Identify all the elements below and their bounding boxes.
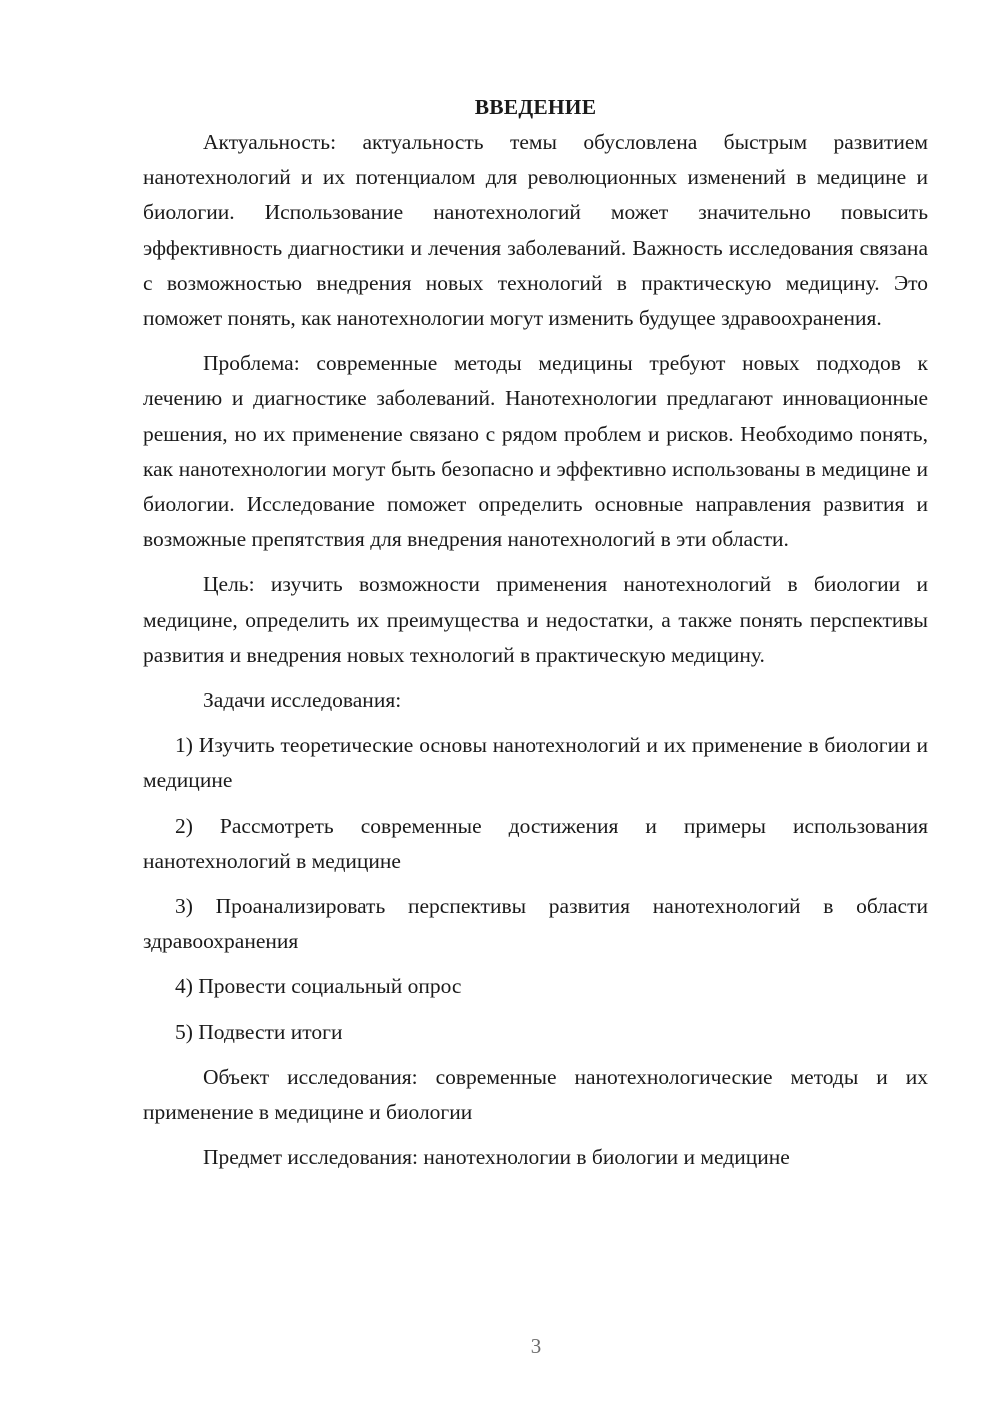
tasks-heading: Задачи исследования:: [203, 688, 402, 713]
task-item-2: 2) Рассмотреть современные достижения и примеры использования нанотехнологий в медицине: [143, 813, 928, 873]
task-item-1: 1) Изучить теоретические основы нанотехнологий и их применение в биологии и медицине: [143, 733, 928, 793]
page-title: ВВЕДЕНИЕ: [474, 95, 597, 119]
task-item-5: 5) Подвести итоги: [175, 1019, 343, 1044]
task-item-4: 4) Провести социальный опрос: [175, 974, 462, 999]
document-page: [143, 90, 928, 1185]
page-number: 3: [530, 1334, 542, 1358]
paragraph-relevance: Актуальность: актуальность темы обусловлена быстрым развитием нанотехнологий и их потенциалом для революционных изменений в медицине и биологии. Использование нанотехнологий может значительно повысить эффективность диагностики и лечения заболеваний. Важность исследования связана с возможностью внедрения новых технологий в практическую медицину. Это поможет понять, как нанотехнологии могут изменить будущее здравоохранения.: [143, 130, 928, 331]
task-item-3: 3) Проанализировать перспективы развития нанотехнологий в области здравоохранения: [143, 894, 928, 954]
research-object: Объект исследования: современные нанотехнологические методы и их применение в медицине и биологии: [143, 1064, 928, 1125]
paragraph-problem: Проблема: современные методы медицины требуют новых подходов к лечению и диагностике заболеваний. Нанотехнологии предлагают инновационные решения, но их применение связано с рядом проблем и рисков. Необходимо понять, как нанотехнологии могут быть безопасно и эффективно использованы в медицине и биологии. Исследование поможет определить основные направления развития и возможные препятствия для внедрения нанотехнологий в эти области.: [143, 351, 928, 552]
research-subject: Предмет исследования: нанотехнологии в биологии и медицине: [203, 1145, 790, 1170]
paragraph-goal: Цель: изучить возможности применения нанотехнологий в биологии и медицине, определить их преимущества и недостатки, а также понять перспективы развития и внедрения новых технологий в практическую медицину.: [143, 572, 928, 667]
